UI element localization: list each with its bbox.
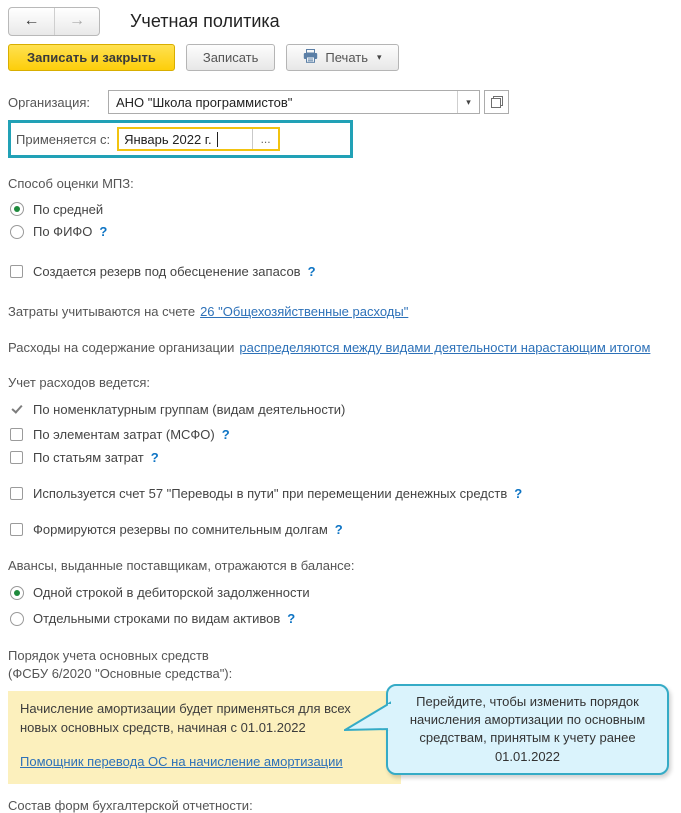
forward-arrow-icon: → xyxy=(69,12,85,29)
account57-checkbox[interactable] xyxy=(10,487,23,500)
by-items-row[interactable] xyxy=(10,447,673,468)
window-header xyxy=(0,0,681,36)
advances-single-label: Одной строкой в дебиторской задолженности xyxy=(33,585,310,600)
chevron-down-icon: ▾ xyxy=(466,96,471,107)
reserve-help-icon[interactable]: ? xyxy=(307,263,316,279)
os-transfer-assistant-link[interactable]: Помощник перевода ОС на начисление амортизации xyxy=(20,754,343,770)
applies-from-label: Применяется с: xyxy=(16,131,111,147)
reserve-checkbox-row[interactable] xyxy=(10,261,673,281)
by-elements-row[interactable] xyxy=(10,424,673,445)
reserve-checkbox[interactable] xyxy=(10,265,23,278)
mpz-average-label: По средней xyxy=(33,201,104,217)
doubtful-label: Формируются резервы по сомнительным долгам xyxy=(33,521,328,537)
organization-value: АНО "Школа программистов" xyxy=(116,94,293,110)
toolbar xyxy=(0,36,681,71)
advances-single-option[interactable] xyxy=(10,581,673,604)
save-button[interactable]: Записать xyxy=(186,44,276,71)
by-groups-label: По номенклатурным группам (видам деятельности) xyxy=(33,402,346,417)
history-nav xyxy=(8,7,100,36)
page-title: Учетная политика xyxy=(130,10,280,31)
org-expenses-link[interactable]: распределяются между видами деятельности нарастающим итогом xyxy=(239,339,651,355)
advances-separate-option[interactable] xyxy=(10,607,673,630)
by-elements-help-icon[interactable]: ? xyxy=(221,427,230,442)
tooltip-tail xyxy=(344,698,392,743)
open-form-icon xyxy=(491,96,503,108)
reporting-forms-label: Состав форм бухгалтерской отчетности: xyxy=(8,797,253,813)
fixed-assets-label xyxy=(8,647,673,683)
applies-from-choose-button[interactable]: ... xyxy=(252,129,278,149)
organization-row xyxy=(8,90,673,114)
save-and-close-button[interactable]: Записать и закрыть xyxy=(8,44,175,71)
organization-label: Организация: xyxy=(8,94,91,110)
amortization-notice-text: Начисление амортизации будет применяться для всех новых основных средств, начиная с 01.01.2022 xyxy=(20,701,351,736)
organization-input[interactable] xyxy=(108,90,480,114)
printer-icon xyxy=(303,49,318,66)
account57-row[interactable] xyxy=(10,483,673,503)
by-items-help-icon[interactable]: ? xyxy=(150,450,159,465)
text-cursor xyxy=(217,132,218,147)
print-button[interactable] xyxy=(286,44,398,71)
back-button[interactable] xyxy=(9,8,54,35)
mpz-average-option[interactable] xyxy=(10,198,673,220)
chevron-down-icon: ▾ xyxy=(377,52,382,62)
radio-average[interactable] xyxy=(10,202,24,216)
radio-single-line[interactable] xyxy=(10,586,24,600)
mpz-fifo-option[interactable] xyxy=(10,220,673,243)
advances-help-icon[interactable]: ? xyxy=(287,611,296,626)
print-button-label: Печать xyxy=(325,50,368,65)
doubtful-checkbox[interactable] xyxy=(10,523,23,536)
applies-from-highlight xyxy=(8,120,353,158)
advances-separate-label: Отдельными строками по видам активов xyxy=(33,611,281,626)
back-arrow-icon: ← xyxy=(23,12,40,29)
fixed-assets-label-line1: Порядок учета основных средств xyxy=(8,648,209,663)
radio-separate-lines[interactable] xyxy=(10,612,24,626)
by-groups-row xyxy=(10,399,673,420)
mpz-fifo-label: По ФИФО xyxy=(33,224,93,239)
applies-from-input[interactable] xyxy=(117,127,280,151)
radio-fifo[interactable] xyxy=(10,225,24,239)
account57-label: Используется счет 57 "Переводы в пути" при перемещении денежных средств xyxy=(33,485,508,501)
costs-account-text: Затраты учитываются на счете xyxy=(8,303,196,319)
costs-account-link[interactable]: 26 "Общехозяйственные расходы" xyxy=(200,303,409,319)
amortization-notice-panel xyxy=(8,691,401,784)
organization-dropdown-button[interactable] xyxy=(457,91,479,113)
reserve-checkbox-label: Создается резерв под обесценение запасов xyxy=(33,263,301,279)
org-expenses-row xyxy=(8,338,673,356)
by-elements-checkbox[interactable] xyxy=(10,428,23,441)
by-items-checkbox[interactable] xyxy=(10,451,23,464)
fixed-assets-label-line2: (ФСБУ 6/2020 "Основные средства"): xyxy=(8,666,233,682)
doubtful-help-icon[interactable]: ? xyxy=(334,521,343,537)
assistant-tooltip xyxy=(386,684,669,775)
tooltip-text: Перейдите, чтобы изменить порядок начисления амортизации по основным средствам, принятым к учету ранее 01.01.2022 xyxy=(409,694,646,764)
applies-from-value: Январь 2022 г. xyxy=(124,131,212,147)
costs-account-row xyxy=(8,302,673,320)
mpz-method-label: Способ оценки МПЗ: xyxy=(8,176,134,191)
by-elements-label: По элементам затрат (МСФО) xyxy=(33,427,215,442)
forward-button[interactable] xyxy=(54,8,99,35)
mpz-fifo-help-icon[interactable]: ? xyxy=(99,224,108,239)
by-items-label: По статьям затрат xyxy=(33,450,144,465)
check-icon xyxy=(10,403,23,416)
organization-open-button[interactable] xyxy=(484,90,509,114)
advances-label: Авансы, выданные поставщикам, отражаются в балансе: xyxy=(8,558,355,573)
account57-help-icon[interactable]: ? xyxy=(514,485,523,501)
doubtful-row[interactable] xyxy=(10,519,673,539)
org-expenses-text: Расходы на содержание организации xyxy=(8,339,235,355)
cost-accounting-label: Учет расходов ведется: xyxy=(8,375,151,390)
